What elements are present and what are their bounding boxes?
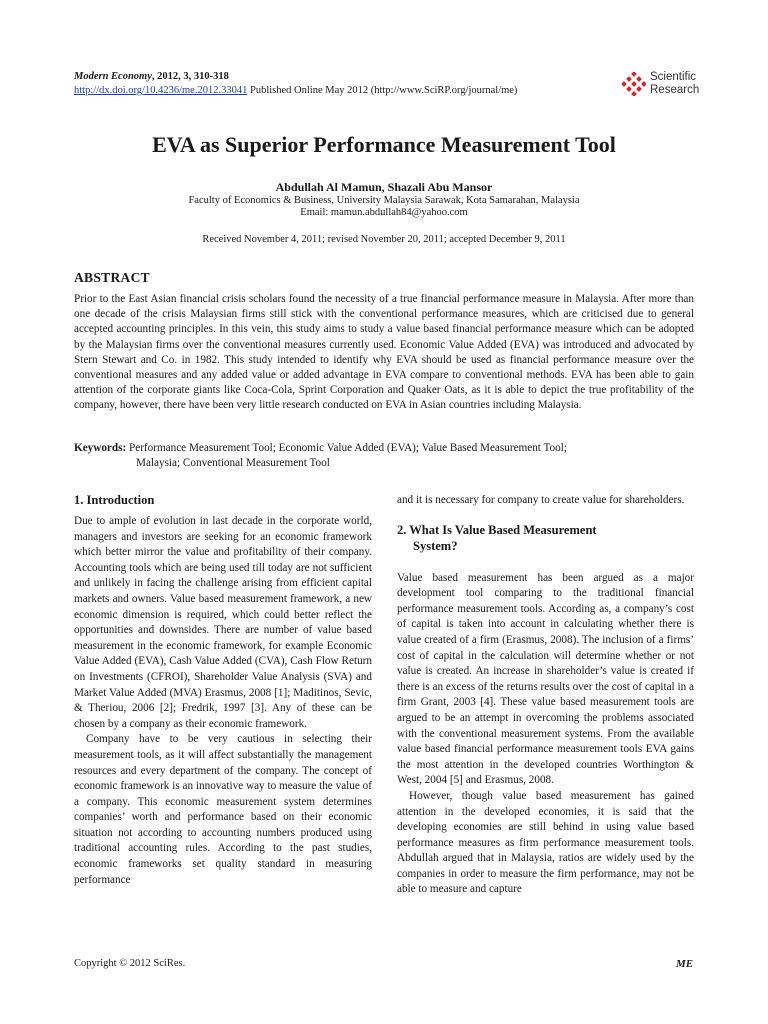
journal-citation — [74, 70, 229, 83]
keywords-label: Keywords: — [74, 442, 127, 454]
paper-title: EVA as Superior Performance Measurement Tool — [152, 132, 616, 157]
email: Email: mamun.abdullah84@yahoo.com — [300, 207, 468, 218]
logo-line2: Research — [650, 84, 700, 96]
section2-heading-line2: System? — [413, 538, 458, 553]
journal-abbreviation: ME — [676, 958, 694, 970]
section2-heading-line1: 2. What Is Value Based Measurement — [397, 522, 597, 537]
journal-info: , 2012, 3, 310-318 — [151, 71, 229, 82]
copyright: Copyright © 2012 SciRes. — [74, 958, 186, 969]
intro-continuation: and it is necessary for company to create value for shareholders. — [397, 494, 685, 506]
scientific-research-logo — [622, 70, 702, 100]
section2-heading — [397, 522, 597, 554]
section2-paragraph-1: Value based measurement has been argued as a major development tool comparing to the traditional financial performance measurement tools. According as, a company’s cost of capital is taken into account in calculating whether there is value created of a firm (Erasmus, 2008). The inclusion of a firms’ cost of capital in the calculation will determine whether or not value is created. An increase in shareholder’s value is created if there is an excess of the returns results over the cost of capital in a firm Grant, 2003 [4]. These value based measurement tools are argued to be an attempt in overcoming the problems associated with the conventional measurement systems. From the available value based financial performance measurement tools EVA gains the most attention in the developed countries Worthington & West, 2004 [5] and Erasmus, 2008. — [397, 571, 694, 787]
section2-paragraph-2: However, though value based measurement has gained attention in the developed economies, it is said that the developing economies are still behind in using value based performance measures as firm performance measurement tools. Abdullah argued that in Malaysia, ratios are widely used by the companies in order to measure the firm performance, may not be able to measure and capture — [397, 789, 694, 896]
intro-paragraph-1: Due to ample of evolution in last decade in the corporate world, managers and investors are seeking for an economic framework which better mirror the value and profitability of their company. Accounting tools which are being used till today are not sufficient and unlikely in facing the challenge arising from efficient capital markets and owners. Value based measurement framework, a new economic dimension is required, which could better reflect the opportunities and downsides. There are number of value based measurement in the economic framework, for example Economic Value Added (EVA), Cash Value Added (CVA), Cash Flow Return on Investments (CFROI), Shareholder Value Analysis (SVA) and Market Value Added (MVA) Erasmus, 2008 [1]; Maditinos, Sevic, & Theriou, 2006 [2]; Fredrik, 1997 [3]. Any of these can be chosen by a company as their economic framework. — [74, 515, 372, 730]
logo-mark-icon — [622, 72, 646, 96]
authors: Abdullah Al Mamun, Shazali Abu Mansor — [275, 180, 493, 194]
left-column — [74, 514, 372, 888]
published-info: Published Online May 2012 (http://www.SciRP.org/journal/me) — [247, 85, 518, 96]
section2-heading-block — [397, 509, 694, 554]
right-column — [397, 493, 694, 898]
received-dates: Received November 4, 2011; revised November 20, 2011; accepted December 9, 2011 — [202, 234, 566, 245]
keywords — [74, 441, 694, 471]
affiliation: Faculty of Economics & Business, University Malaysia Sarawak, Kota Samarahan, Malaysia — [188, 195, 580, 206]
keywords-line1: Performance Measurement Tool; Economic Value Added (EVA); Value Based Measurement Tool; — [126, 442, 567, 454]
abstract-text: Prior to the East Asian financial crisis scholars found the necessity of a true financial performance measure in Malaysia. After more than one decade of the crisis Malaysian firms still stick with the conventional performance measures, which are criticised due to general accepted accounting principles. In this vein, this study aims to study a value based financial performance measure which can be adopted by the Malaysian firms over the conventional measures currently used. Economic Value Added (EVA) was introduced and advocated by Stern Stewart and Co. in 1982. This study intended to identify why EVA should be used as financial performance measure over the conventional measures and any added value or added advantage in EVA compare to conventional methods. EVA has been able to gain attention of the corporate giants like Coca-Cola, Sprint Corporation and Quaker Oats, as it is able to depict the true profitability of the company, however, there have been very little research conducted on EVA in Asian countries including Malaysia. — [74, 293, 694, 412]
logo-text — [650, 71, 699, 97]
keywords-line2: Malaysia; Conventional Measurement Tool — [136, 457, 330, 470]
intro-paragraph-2: Company have to be very cautious in selecting their measurement tools, as it will affect substantially the management resources and every department of the company. The concept of economic framework is an innovative way to measure the value of a company. This economic measurement system determines companies’ worth and performance based on their economic situation not according to accounting numbers produced using traditional accounting rules. According to the past studies, economic frameworks set quality standard in measuring performance — [74, 733, 372, 886]
abstract-heading: ABSTRACT — [74, 270, 150, 285]
journal-name: Modern Economy — [74, 71, 152, 82]
logo-line1: Scientific — [650, 71, 697, 83]
doi-link[interactable]: http://dx.doi.org/10.4236/me.2012.33041 — [74, 85, 248, 96]
section1-heading: 1. Introduction — [74, 493, 155, 507]
doi-line — [74, 84, 517, 97]
